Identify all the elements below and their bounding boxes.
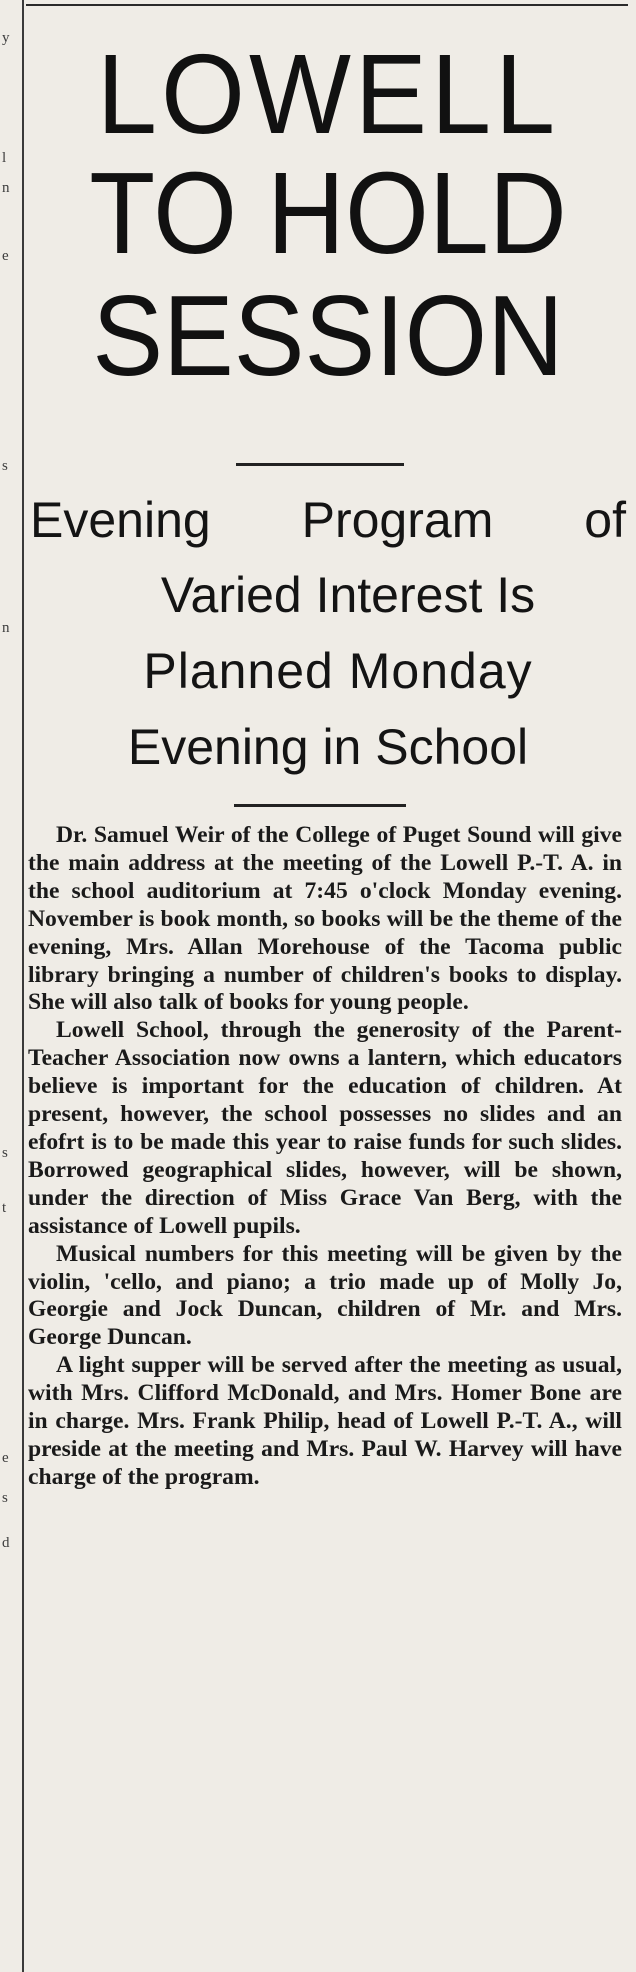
margin-fragment: n bbox=[2, 620, 10, 636]
margin-fragment: s bbox=[2, 1490, 8, 1506]
headline-line-2: TO HOLD bbox=[89, 148, 567, 278]
body-paragraph: A light supper will be served after the meeting as usual, with Mrs. Clifford McDonald, and Mrs. Homer Bone are in charge. Mrs. Frank Philip, head of Lowell P.-T. A., will preside at the meeting and Mrs. Paul W. Harvey will have charge of the program. bbox=[28, 1352, 622, 1490]
headline-line-1: LOWELL bbox=[96, 29, 560, 157]
margin-fragment: y bbox=[2, 30, 10, 46]
margin-fragment: n bbox=[2, 180, 10, 196]
margin-fragment: s bbox=[2, 1145, 8, 1161]
deck-line-2: Varied Interest Is bbox=[160, 567, 536, 623]
margin-fragment: e bbox=[2, 1450, 9, 1466]
deck-line-4: Evening in School bbox=[127, 719, 529, 775]
left-column-rule bbox=[22, 0, 24, 1972]
margin-fragment: e bbox=[2, 248, 9, 264]
top-column-rule bbox=[26, 4, 628, 6]
margin-fragment: d bbox=[2, 1535, 10, 1551]
margin-fragment: l bbox=[2, 150, 7, 166]
headline-divider bbox=[236, 463, 404, 466]
deck-divider bbox=[234, 804, 406, 807]
body-paragraph: Dr. Samuel Weir of the College of Puget Sound will give the main address at the meeting of the Lowell P.-T. A. in the school auditorium at 7:45 o'clock Monday evening. November is book month, so books will be the theme of the evening, Mrs. Allan Morehouse of the Tacoma public library bringing a number of children's books to display. She will also talk of books for young people. bbox=[28, 822, 622, 1016]
deck-line-3: Planned Monday bbox=[143, 643, 533, 699]
article-body bbox=[28, 822, 622, 1492]
deck-line-1: Evening Program of bbox=[30, 492, 626, 548]
margin-fragment: s bbox=[2, 458, 8, 474]
margin-fragment: t bbox=[2, 1200, 7, 1216]
body-paragraph: Musical numbers for this meeting will be given by the violin, 'cello, and piano; a trio made up of Molly Jo, Georgie and Jock Duncan, children of Mr. and Mrs. George Duncan. bbox=[28, 1240, 622, 1351]
headline-line-3: SESSION bbox=[92, 273, 564, 400]
body-paragraph: Lowell School, through the generosity of the Parent-Teacher Association now owns a lantern, which educators believe is important for the education of children. At present, however, the school possesses no slides and an efofrt is to be made this year to raise funds for such slides. Borrowed geographical slides, however, will be shown, under the direction of Miss Grace Van Berg, with the assistance of Lowell pupils. bbox=[28, 1017, 622, 1239]
